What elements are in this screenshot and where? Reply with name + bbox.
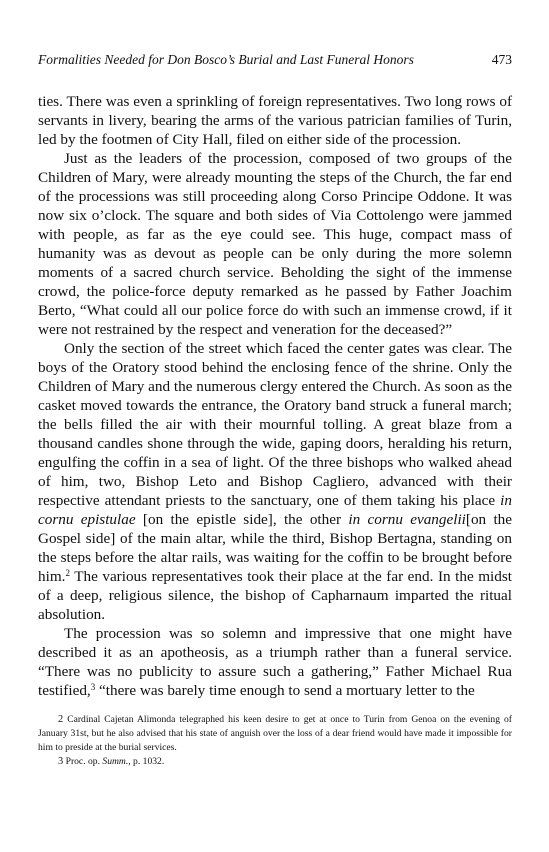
paragraph-3-text-b: [on the epistle side], the other <box>142 511 342 528</box>
footnote-ref-2: 2 <box>65 568 70 578</box>
paragraph-4-text-a: The procession was so solemn and impressive that one might have described it as an apotheosis, as a triumph rather than a funeral service. “There was no publicity to assure such a gathering,” Father Michael Rua testified, <box>38 625 512 699</box>
paragraph-2: Just as the leaders of the procession, composed of two groups of the Children of Mary, were already mounting the steps of the Church, the far end of the processions was still proceeding along Corso Principe Oddone. It was now six o’clock. The square and both sides of Via Cottolengo were jammed with people, as far as the eye could see. This huge, compact mass of humanity was as devout as people can be only during the more solemn moments of a sacred church service. Beholding the sight of the immense crowd, the police-force deputy remarked as he passed by Father Joachim Berto, “What could all our police force do with such an immense crowd, if it were not restrained by the respect and veneration for the deceased?” <box>38 150 512 338</box>
paragraph-3-text-d: The various representatives took their place at the far end. In the midst of a deep, religious silence, the bishop of Capharnaum imparted the ritual absolution. <box>38 568 512 623</box>
footnote-2-text: Cardinal Cajetan Alimonda telegraphed his keen desire to get at once to Turin from Genoa on the evening of January 31st, but he also advised that his state of anguish over the loss of a dear friend would have made it impossible for him to preside at the burial services. <box>38 714 512 753</box>
footnote-3-text-italic: Summ. <box>102 756 129 767</box>
footnote-2 <box>38 713 512 755</box>
paragraph-4 <box>38 624 512 700</box>
paragraph-3-text-c: [on the Gospel side] of the main altar, while the third, Bishop Bertagna, standing on the steps before the altar rails, was waiting for the coffin to be brought before him. <box>38 511 513 585</box>
page-number: 473 <box>491 52 512 67</box>
footnote-3-text-b: , p. 1032. <box>128 756 165 767</box>
footnote-3-text-a: Proc. op. <box>65 756 100 767</box>
body-text <box>38 92 512 700</box>
footnotes <box>38 713 512 769</box>
running-head <box>38 52 512 72</box>
footnote-3 <box>38 755 512 769</box>
paragraph-4-text-b: “there was barely time enough to send a mortuary letter to the <box>99 682 475 699</box>
latin-phrase-epistle: in cornu epistulae <box>38 492 512 528</box>
paragraph-3 <box>38 339 512 624</box>
latin-phrase-gospel: in cornu evangelii <box>348 511 466 528</box>
paragraph-3-text-a: Only the section of the street which faced the center gates was clear. The boys of the Oratory stood behind the enclosing fence of the shrine. Only the Children of Mary and the numerous clergy entered the Church. As soon as the casket moved towards the entrance, the Oratory band struck a funeral march; the bells filled the air with their mournful tolling. A great blaze from a thousand candles shone through the wide, gaping doors, heralding his return, engulfing the coffin in a sea of light. Of the three bishops who walked ahead of him, two, Bishop Leto and Bishop Cagliero, advanced with their respective attendant priests to the sanctuary, one of them taking his place <box>38 340 512 509</box>
footnote-2-number: 2 <box>58 714 64 725</box>
footnote-3-number: 3 <box>58 756 64 767</box>
footnote-ref-3: 3 <box>90 682 96 692</box>
running-head-title: Formalities Needed for Don Bosco’s Burial and Last Funeral Honors <box>38 52 414 67</box>
paragraph-1: ties. There was even a sprinkling of foreign representatives. Two long rows of servants in livery, bearing the arms of the various patrician families of Turin, led by the footmen of City Hall, filed on either side of the procession. <box>38 93 512 148</box>
